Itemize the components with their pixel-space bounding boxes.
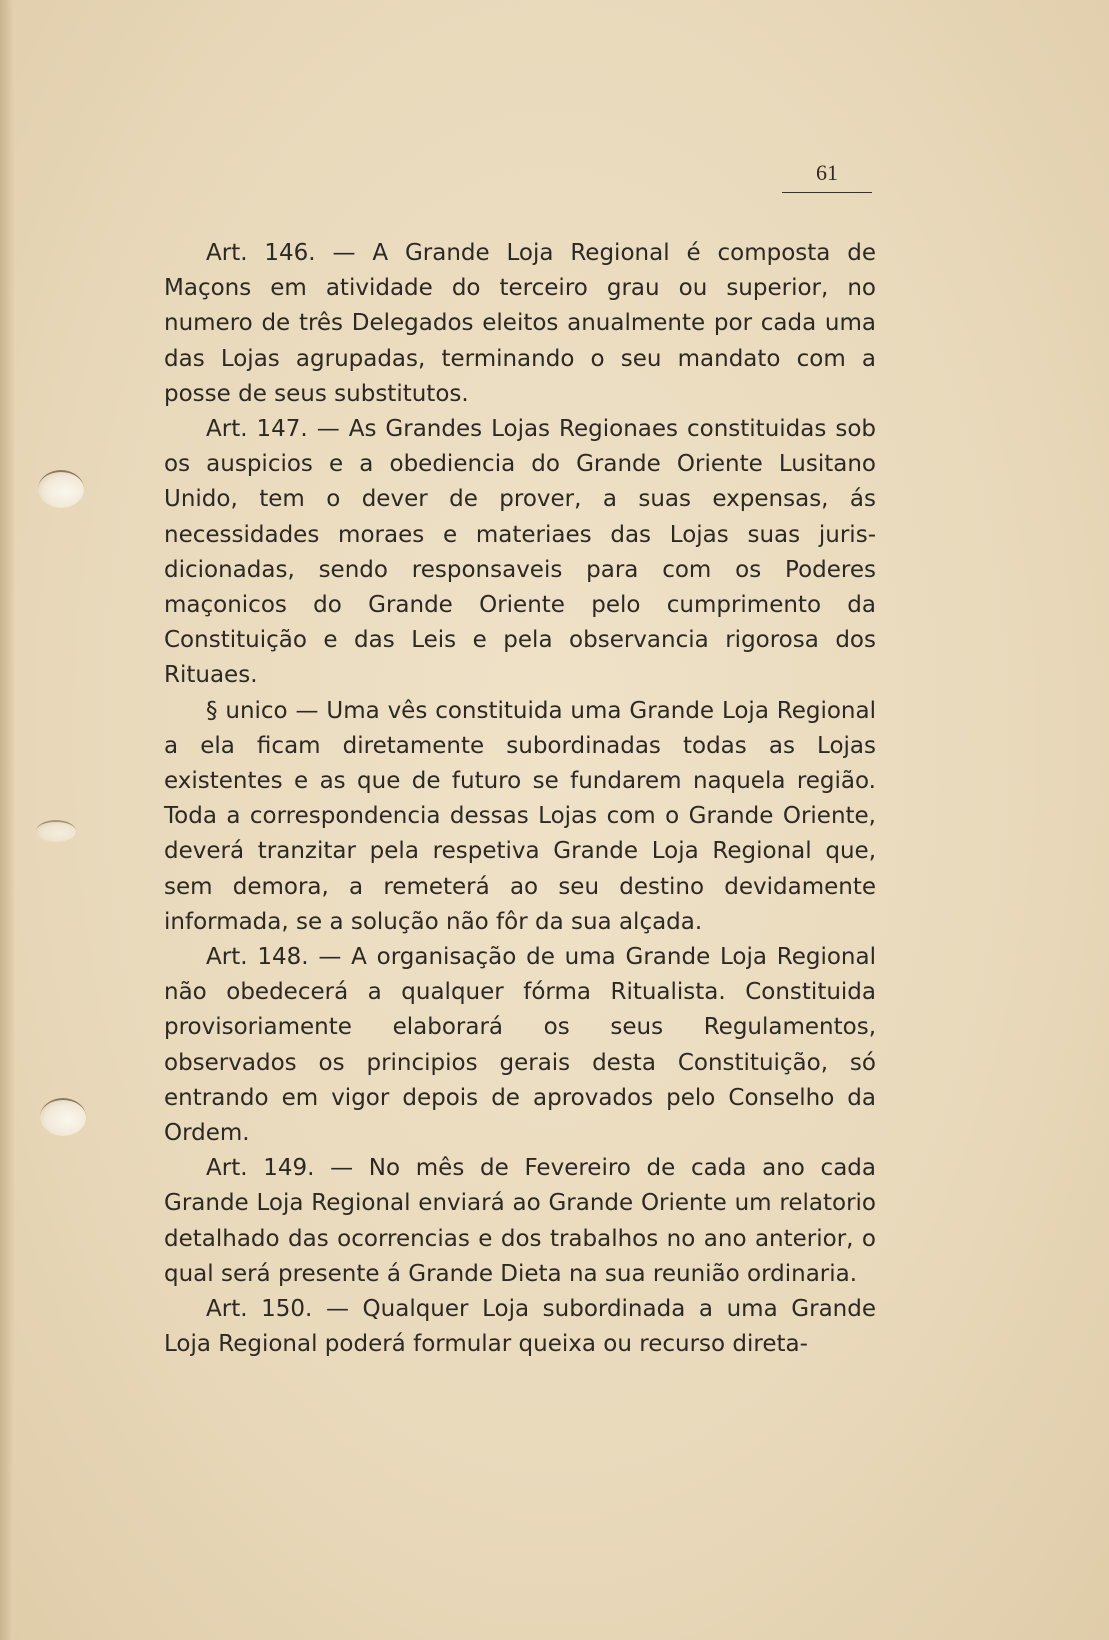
- paragraph-art-149: Art. 149. — No mês de Fevereiro de cada ano cada Grande Loja Regional enviará ao Grande Oriente um relatorio detalhado das ocorrencias e dos trabalhos no ano anterior, o qual será presente á Grande Dieta na sua reunião ordinaria.: [164, 1155, 876, 1287]
- paragraph-paragrafo-unico: § unico — Uma vês constituida uma Grande Loja Regional a ela ficam diretamente subordinadas todas as Lojas existentes e as que de futuro se fundarem naquela região. Toda a correspondencia dessas Lojas com o Grande Oriente, deverá tranzitar pela respetiva Grande Loja Regional que, sem demora, a remeterá ao seu destino devidamente informada, se a solução não fôr da sua alçada.: [164, 697, 876, 935]
- paragraph-art-148: Art. 148. — A organisação de uma Grande Loja Regional não obedecerá a qualquer fórma Ritualista. Constituida provisoriamente elaborará os seus Regulamentos, observados os principios gerais desta Constituição, só entrando em vigor depois de aprovados pelo Conselho da Ordem.: [164, 944, 876, 1147]
- body-text: [164, 236, 876, 1363]
- punch-hole: [36, 820, 76, 842]
- paragraph-art-147: Art. 147. — As Grandes Lojas Regionaes constituidas sob os auspicios e a obediencia do Grande Oriente Lusitano Unido, tem o dever de prover, a suas expensas, ás necessidades moraes e materiaes das Lojas suas jurisdicionadas, sendo responsaveis para com os Poderes maçonicos do Grande Oriente pelo cumprimento da Constituição e das Leis e pela observancia rigorosa dos Rituaes.: [164, 416, 876, 689]
- punch-hole: [38, 470, 84, 508]
- punch-hole: [40, 1098, 86, 1136]
- paragraph-art-150: Art. 150. — Qualquer Loja subordinada a uma Grande Loja Regional poderá formular queixa ou recurso direta-: [164, 1296, 876, 1358]
- page-number: 61: [782, 160, 872, 193]
- paragraph-art-146: Art. 146. — A Grande Loja Regional é composta de Maçons em atividade do terceiro grau ou superior, no numero de três Delegados eleitos anualmente por cada uma das Lojas agrupadas, terminando o seu mandato com a posse de seus substitutos.: [164, 240, 876, 407]
- page-binding-edge: [0, 0, 14, 1640]
